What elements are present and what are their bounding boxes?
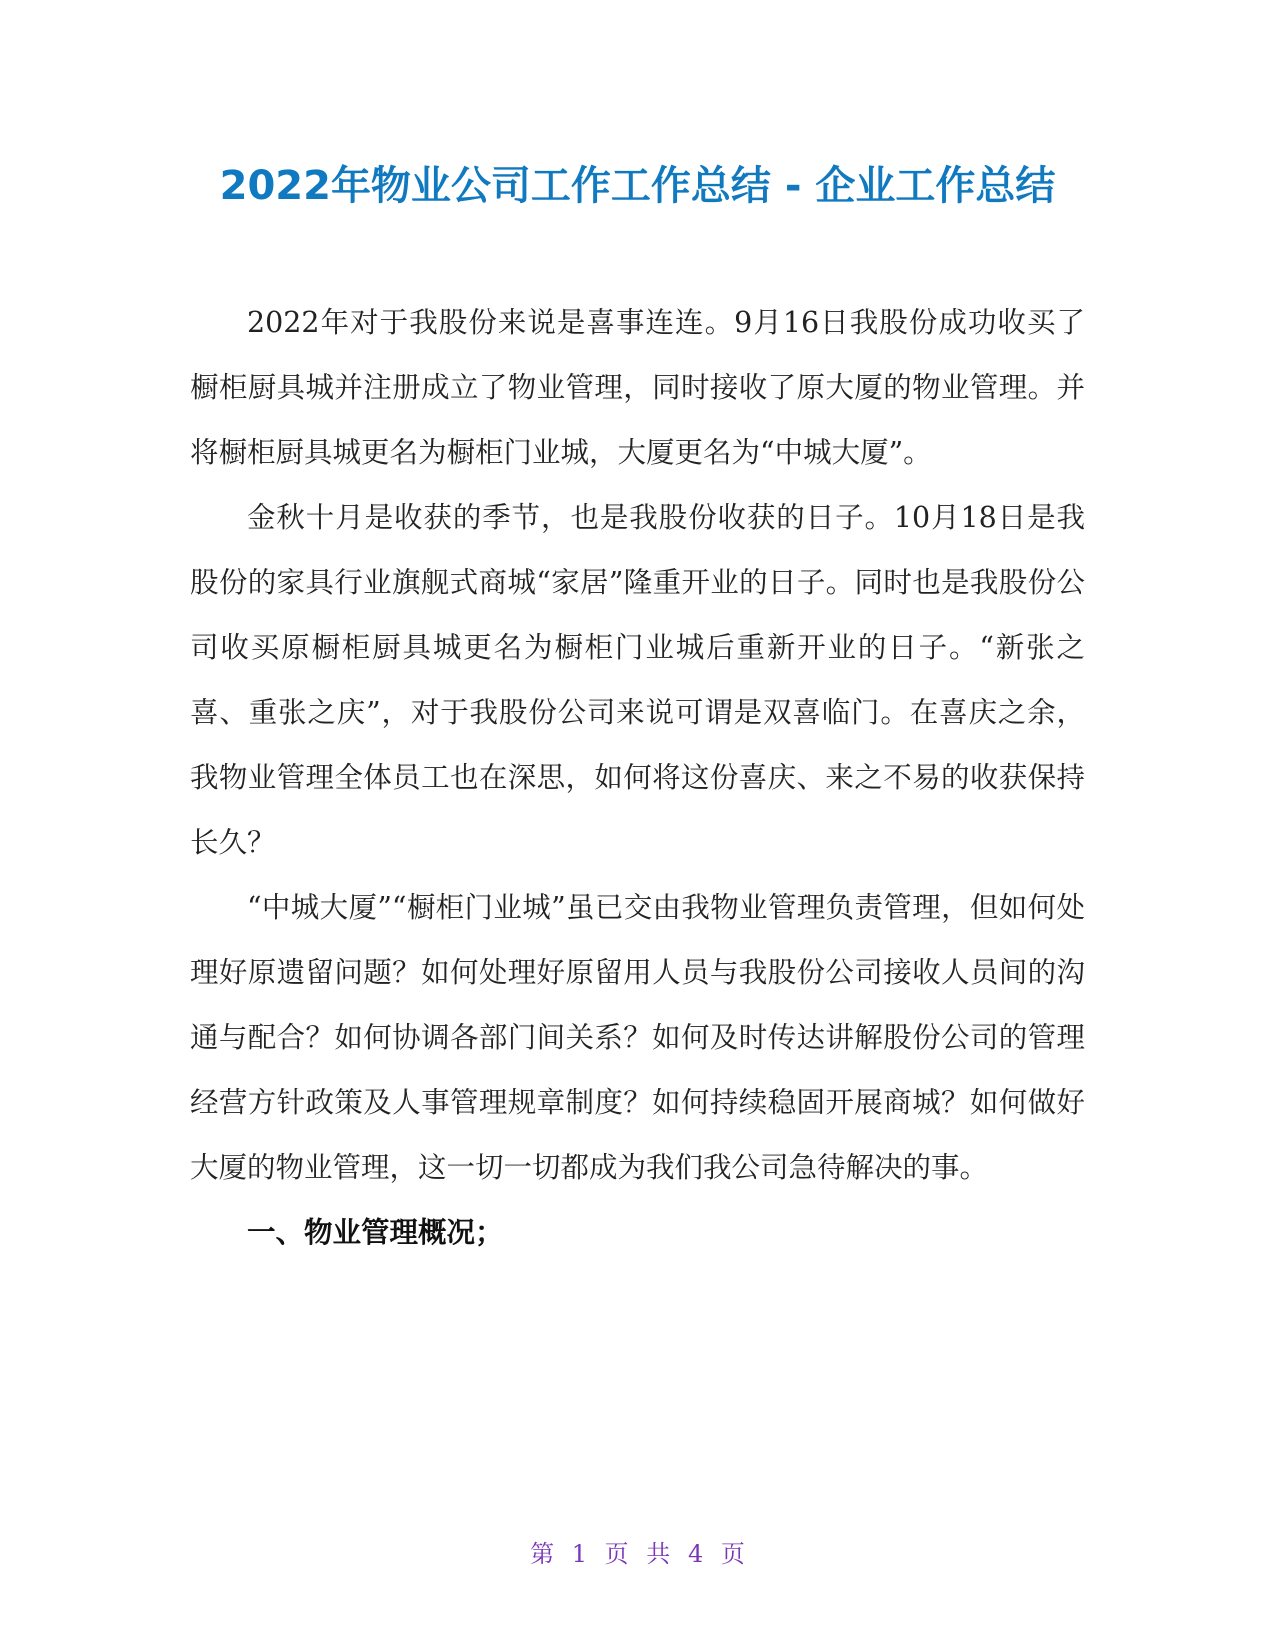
document-body — [190, 290, 1085, 1265]
document-title: 2022年物业公司工作工作总结 - 企业工作总结 — [219, 163, 1056, 209]
paragraph-3: “中城大厦”“橱柜门业城”虽已交由我物业管理负责管理，但如何处理好原遗留问题？如何处理好原留用人员与我股份公司接收人员间的沟通与配合？如何协调各部门间关系？如何及时传达讲解股份公司的管理经营方针政策及人事管理规章制度？如何持续稳固开展商城？如何做好大厦的物业管理，这一切一切都成为我们我公司急待解决的事。 — [190, 891, 1085, 1184]
page-number-footer: 第 1 页 共 4 页 — [530, 1540, 745, 1568]
section-heading: 一、物业管理概况； — [247, 1216, 504, 1249]
paragraph-2: 金秋十月是收获的季节，也是我股份收获的日子。10月18日是我股份的家具行业旗舰式商城“家居”隆重开业的日子。同时也是我股份公司收买原橱柜厨具城更名为橱柜门业城后重新开业的日子。“新张之喜、重张之庆”，对于我股份公司来说可谓是双喜临门。在喜庆之余，我物业管理全体员工也在深思，如何将这份喜庆、来之不易的收获保持长久？ — [190, 501, 1085, 859]
paragraph-1: 2022年对于我股份来说是喜事连连。9月16日我股份成功收买了橱柜厨具城并注册成立了物业管理，同时接收了原大厦的物业管理。并将橱柜厨具城更名为橱柜门业城，大厦更名为“中城大厦”。 — [190, 306, 1085, 469]
